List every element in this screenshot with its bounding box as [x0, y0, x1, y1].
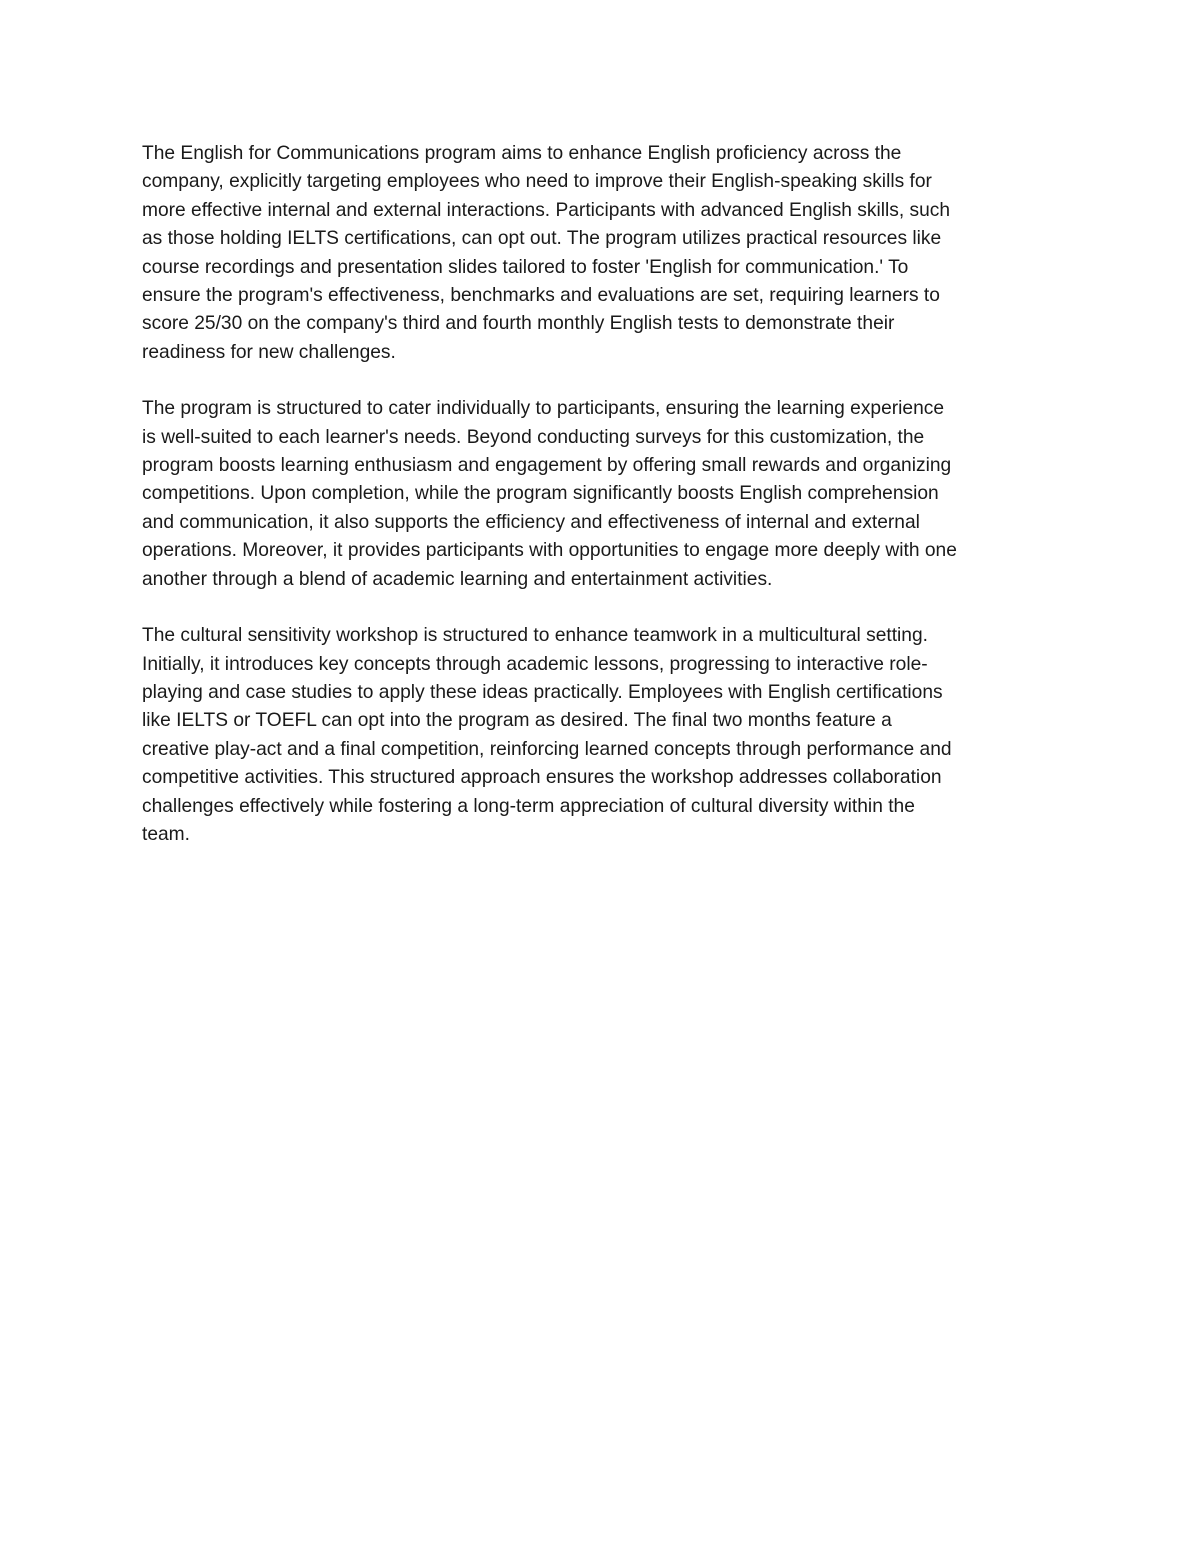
- paragraph-english-program: The English for Communications program aims to enhance English proficiency across the company, explicitly targeting employees who need to improve their English-speaking skills for more effective internal and external interactions. Participants with advanced English skills, such as those holding IELTS certifications, can opt out. The program utilizes practical resources like course recordings and presentation slides tailored to foster 'English for communication.' To ensure the program's effectiveness, benchmarks and evaluations are set, requiring learners to score 25/30 on the company's third and fourth monthly English tests to demonstrate their readiness for new challenges.: [142, 143, 951, 363]
- paragraph-cultural-workshop: The cultural sensitivity workshop is structured to enhance teamwork in a multicultural setting. Initially, it introduces key concepts through academic lessons, progressing to interactive role- playing and case studies to apply these ideas practically. Employees with English certifications like IELTS or TOEFL can opt into the program as desired. The final two months feature a creative play-act and a final competition, reinforcing learned concepts through performance and competitive activities. This structured approach ensures the workshop addresses collaboration challenges effectively while fostering a long-term appreciation of cultural diversity within the team.: [142, 625, 952, 845]
- paragraph-program-structure: The program is structured to cater individually to participants, ensuring the learning experience is well-suited to each learner's needs. Beyond conducting surveys for this customization, the program boosts learning enthusiasm and engagement by offering small rewards and organizing competitions. Upon completion, while the program significantly boosts English comprehension and communication, it also supports the efficiency and effectiveness of internal and external operations. Moreover, it provides participants with opportunities to engage more deeply with one another through a blend of academic learning and entertainment activities.: [142, 398, 957, 590]
- document-body: [142, 140, 1062, 877]
